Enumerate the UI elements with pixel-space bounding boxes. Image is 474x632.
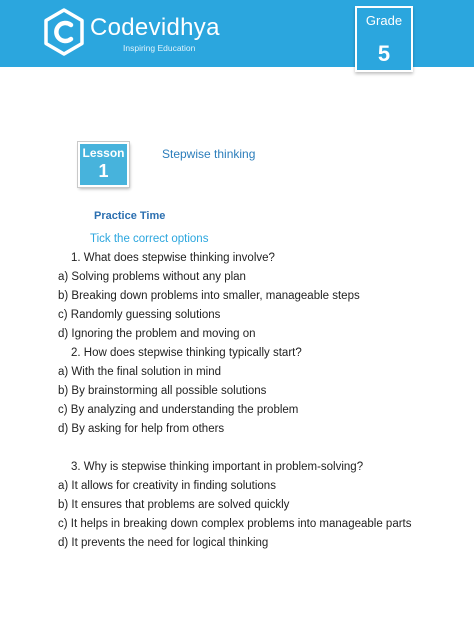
question-1-option-d[interactable]: d) Ignoring the problem and moving on — [58, 328, 256, 340]
question-3: 3. Why is stepwise thinking important in problem-solving? — [71, 461, 364, 473]
question-2-option-b[interactable]: b) By brainstorming all possible solutions — [58, 385, 267, 397]
instruction-text: Tick the correct options — [90, 233, 209, 245]
question-1: 1. What does stepwise thinking involve? — [71, 252, 275, 264]
lesson-number: 1 — [98, 161, 109, 181]
brand-name: Codevidhya — [90, 14, 220, 41]
question-3-option-c[interactable]: c) It helps in breaking down complex problems into manageable parts — [58, 518, 412, 530]
question-2-option-d[interactable]: d) By asking for help from others — [58, 423, 225, 435]
question-2: 2. How does stepwise thinking typically start? — [71, 347, 302, 359]
codevidhya-c-logo-icon — [43, 8, 85, 56]
grade-badge — [355, 6, 413, 72]
lesson-title: Stepwise thinking — [162, 147, 256, 161]
question-1-option-c[interactable]: c) Randomly guessing solutions — [58, 309, 221, 321]
header-banner — [0, 0, 474, 67]
question-2-option-a[interactable]: a) With the final solution in mind — [58, 366, 221, 378]
question-3-option-a[interactable]: a) It allows for creativity in finding solutions — [58, 480, 276, 492]
grade-number: 5 — [377, 41, 391, 66]
practice-title: Practice Time — [94, 210, 166, 222]
brand-tagline: Inspiring Education — [123, 43, 196, 53]
question-3-option-d[interactable]: d) It prevents the need for logical thinking — [58, 537, 269, 549]
lesson-badge — [78, 142, 129, 187]
question-3-option-b[interactable]: b) It ensures that problems are solved quickly — [58, 499, 290, 511]
grade-label: Grade — [365, 13, 403, 28]
lesson-label: Lesson — [82, 146, 125, 160]
question-1-option-a[interactable]: a) Solving problems without any plan — [58, 271, 246, 283]
question-2-option-c[interactable]: c) By analyzing and understanding the problem — [58, 404, 299, 416]
question-1-option-b[interactable]: b) Breaking down problems into smaller, manageable steps — [58, 290, 360, 302]
